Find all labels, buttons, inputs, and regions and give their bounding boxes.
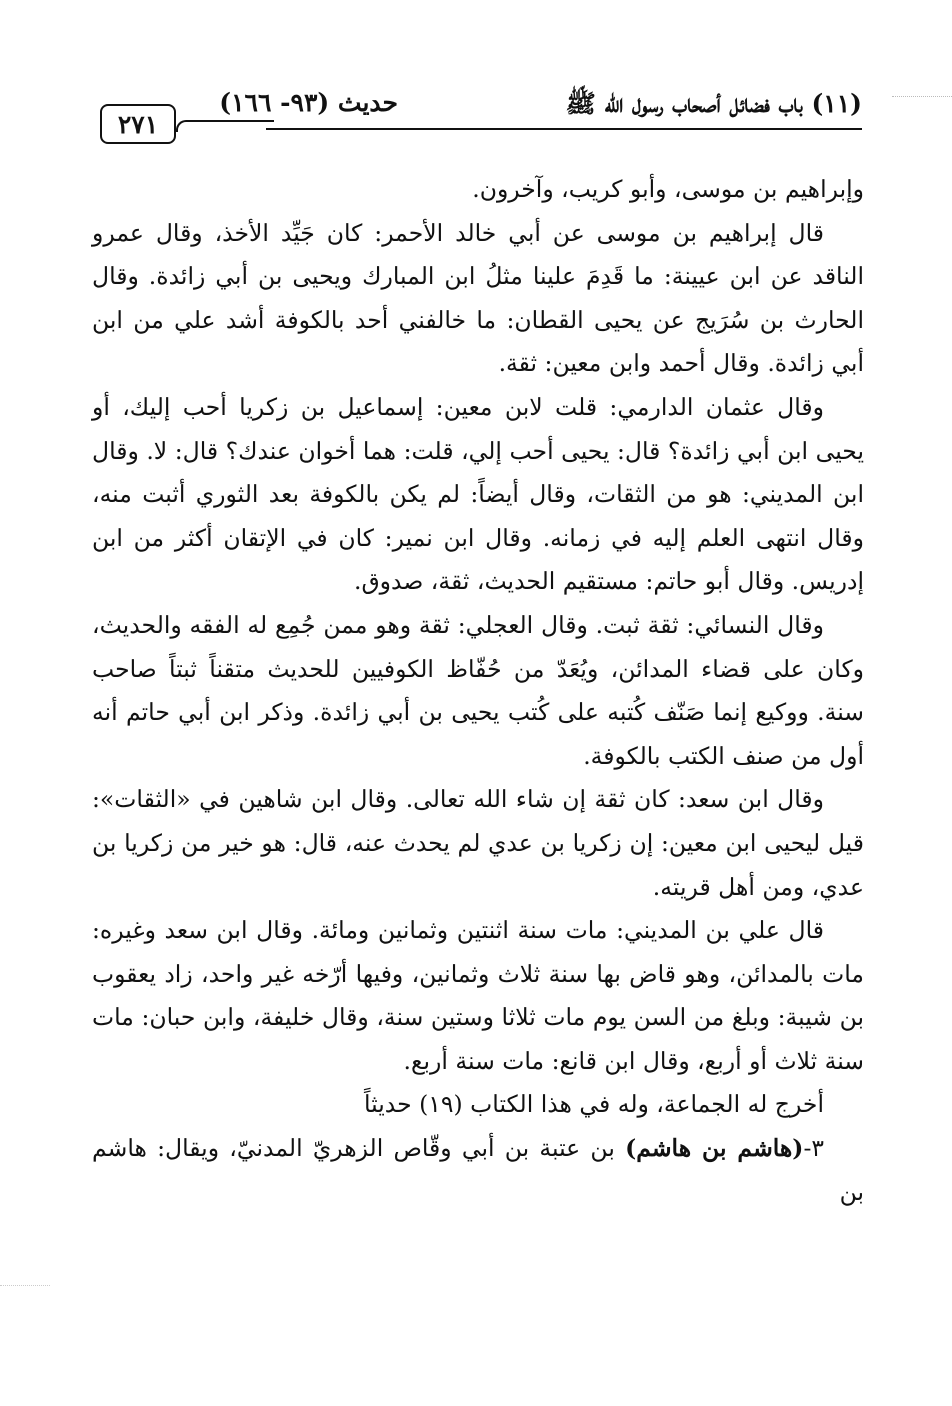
paragraph: وقال النسائي: ثقة ثبت. وقال العجلي: ثقة وهو ممن جُمِع له الفقه والحديث، وكان على قضاء المدائن، ويُعَدّ من حُفّاظ الكوفيين للحديث متقناً ثبتاً صاحب سنة. ووكيع إنما صَنّف كُتبه على كُتب يحيى بن أبي زائدة. وذكر ابن أبي حاتم أنه أول من صنف الكتب بالكوفة. (92, 610, 864, 770)
chapter-title: (١١) باب فضائل أصحاب رسول الله ﷺ (565, 89, 862, 118)
paragraph: أخرج له الجماعة، وله في هذا الكتاب (١٩) حديثاً (364, 1090, 824, 1119)
scan-edge-mark (0, 1285, 50, 1286)
header-rule (266, 128, 862, 130)
entry-number: ٣- (803, 1134, 825, 1163)
entry-name: (هاشم بن هاشم) (625, 1134, 804, 1163)
paragraph: قال علي بن المديني: مات سنة اثنتين وثمانين ومائة. وقال ابن سعد وغيره: مات بالمدائن، وهو قاض بها سنة ثلاث وثمانين، وفيها أرّخه غير واحد، زاد يعقوب بن شيبة: وبلغ من السن يوم مات ثلاثا وستين سنة، وقال خليفة، وابن حبان: مات سنة ثلاث أو أربع، وقال ابن قانع: مات سنة أربع. (92, 916, 864, 1075)
hadith-range: حديث (٩٣- ١٦٦) (219, 88, 398, 117)
running-header (96, 86, 868, 146)
page-number: ٢٧١ (100, 104, 176, 144)
entry-text: بن عتبة بن أبي وقّاص الزهريّ المدنيّ، ويقال: هاشم بن (92, 1134, 864, 1206)
page-number-tab (176, 120, 274, 132)
page-body (92, 168, 864, 1214)
scan-edge-mark (892, 96, 952, 97)
paragraph: وقال عثمان الدارمي: قلت لابن معين: إسماعيل بن زكريا أحب إليك، أو يحيى ابن أبي زائدة؟ قال: يحيى أحب إلي، قلت: هما أخوان عندك؟ قال: لا. وقال ابن المديني: هو من الثقات، وقال أيضاً: لم يكن بالكوفة بعد الثوري أثبت منه، وقال انتهى العلم إليه في زمانه. وقال ابن نمير: كان في الإتقان أكثر من ابن إدريس. وقال أبو حاتم: مستقيم الحديث، ثقة، صدوق. (92, 392, 864, 596)
narrator-entry (92, 1127, 864, 1214)
paragraph: وإبراهيم بن موسى، وأبو كريب، وآخرون. (472, 175, 864, 203)
paragraph: قال إبراهيم بن موسى عن أبي خالد الأحمر: كان جَيِّد الأخذ، وقال عمرو الناقد عن ابن عيينة: ما قَدِمَ علينا مثلُ ابن المبارك ويحيى بن أبي زائدة. وقال الحارث بن سُرَيج عن يحيى القطان: ما خالفني أحد بالكوفة أشد علي من ابن أبي زائدة. وقال أحمد وابن معين: ثقة. (92, 218, 864, 378)
paragraph: وقال ابن سعد: كان ثقة إن شاء الله تعالى. وقال ابن شاهين في «الثقات»: قيل ليحيى ابن معين: إن زكريا بن عدي لم يحدث عنه، قال: هو خير من زكريا بن عدي، ومن أهل قريته. (92, 785, 864, 901)
